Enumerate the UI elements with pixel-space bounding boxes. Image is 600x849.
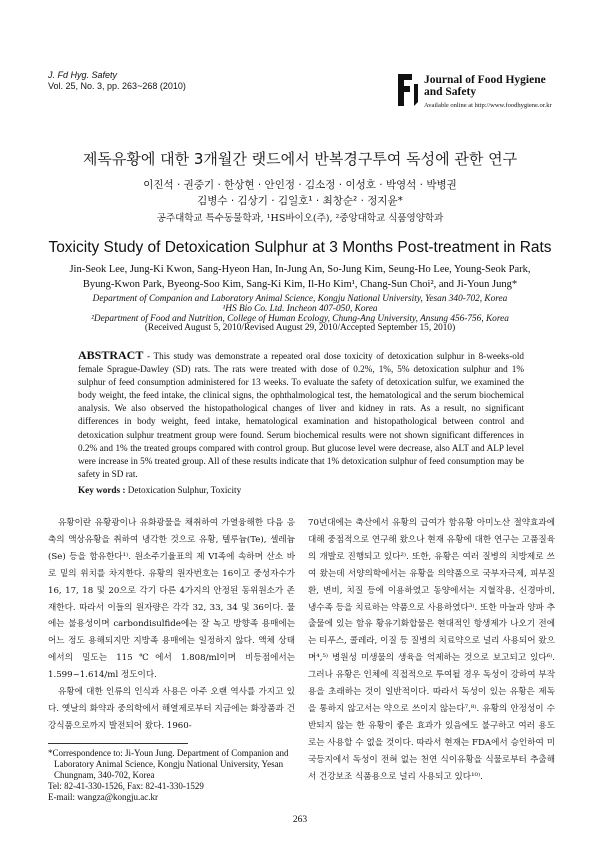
journal-citation — [48, 70, 186, 92]
keywords-label: Key words : — [78, 485, 126, 495]
english-affiliation-1: Department of Companion and Laboratory Animal Science, Kongju National University, Yesan 340-702, Korea — [92, 294, 508, 304]
english-affiliation-2: ¹HS Bio Co. Ltd. Incheon 407-050, Korea — [222, 304, 378, 314]
korean-authors-line2: 김병수 · 김상기 · 김일호¹ · 최창순² · 정지윤* — [197, 195, 403, 207]
keywords — [78, 485, 241, 495]
footnote-line: *Correspondence to: Ji-Youn Jung. Department of Companion and — [48, 748, 289, 758]
english-authors-line2: Byung-Kwon Park, Byeong-Soo Kim, Sang-Ki Kim, Il-Ho Kim¹, Chang-Sun Choi², and Ji-Youn Jung* — [82, 279, 518, 290]
english-affiliation-3: ²Department of Food and Nutrition, College of Human Ecology, Chung-Ang University, Ansung 456-756, Korea — [91, 314, 509, 324]
journal-logo-icon — [396, 72, 420, 108]
abstract-body: - This study was demonstrate a repeated oral dose toxicity of detoxication sulphur in 8-weeks-old female Sprague-Dawley (SD) rats. The rats were treated with dose of 0.2%, 1%, 5% detoxication sulphur and 1% sulphur of feed consumption administered for 13 weeks. To evaluate the safety of detoxication sulfur, we examined the body weight, the feed intake, the clinical signs, the ophthalmological test, the hematological and the serum biochemical analysis. We also observed the histopathological changes of liver and kidney in rats. As a result, no significant differences in body weight, feed intake, hematological examination and histopathological between control and detoxication sulphur treatment group were found. Serum biochemical results were not shown significant differences in 0.2% and 1% the treated groups compared with control group. But glucose level were decrease, also ALT and ALP level were increase in 5% treated group. All of these results indicate that 1% detoxication sulphur of feed consumption may be safety in SD rat. — [78, 351, 524, 479]
abstract — [78, 349, 524, 481]
body-paragraph: 유황이란 유황광이나 유화광물을 채취하여 가열융해한 다음 응축의 액상유황을 취하여 냉각한 것으로 유황, 텔루늄(Te), 셀레늄(Se) 등을 함유한다¹⁾. 원소주기율표의 제 VI족에 속하며 산소 바로 밑의 위치를 차지한다. 유황의 원자번호는 16이고 중성자수가 16, 17, 18 및 20으로 각기 다른 4가지의 안정된 동위원소가 존재한다. 따라서 이들의 원자량은 각각 32, 33, 34 및 36이다. 물에는 불용성이며 carbondisulfide에는 잘 녹고 방향족 용매에는 어느 정도 용해되지만 지방족 용매에는 일정하지 않다. 액체 상태에서의 밀도는 115℃에서 1.808/ml이며 비등점에서는 1.599~1.614/ml 정도이다. — [48, 518, 295, 681]
korean-title: 제독유황에 대한 3개월간 랫드에서 반복경구투여 독성에 관한 연구 — [82, 150, 518, 168]
footnote-line: Laboratory Animal Science, Kongju National University, Yesan — [54, 759, 284, 769]
english-title: Toxicity Study of Detoxication Sulphur at 3 Months Post-treatment in Rats — [48, 239, 552, 256]
abstract-heading: ABSTRACT — [78, 348, 144, 362]
keywords-text: Detoxication Sulphur, Toxicity — [125, 485, 242, 495]
english-authors-line1: Jin-Seok Lee, Jung-Ki Kwon, Sang-Hyeon Han, In-Jung An, So-Jung Kim, Seung-Ho Lee, Young-Seok Park, — [69, 264, 531, 275]
body-column-left — [48, 515, 295, 735]
footnote-email: E-mail: wangza@kongju.ac.kr — [48, 792, 158, 802]
journal-name-line2: and Safety — [424, 86, 477, 98]
body-paragraph: 유황에 대한 인류의 인식과 사용은 아주 오랜 역사를 가지고 있다. 옛날의 화약과 중의학에서 해열제로부터 지금에는 화장품과 건강식품으로까지 발전되어 왔다. 1960- — [48, 687, 295, 731]
footnote-line: Chungnam, 340-702, Korea — [54, 770, 155, 780]
body-paragraph: 70년대에는 축산에서 유황의 급여가 함유황 아미노산 절약효과에 대해 중점적으로 연구해 왔으나 현재 유황에 대한 연구는 고품질육의 개발로 진행되고 있다²⁾. 또한, 유황은 여러 질병의 치방제로 쓰여 왔는데 서양의학에서는 유황을 의약품으로 국부자극제, 피부질환, 변비, 치질 등에 이용하였고 동양에서는 지혈작용, 신경마비, 냉수족 등을 치료하는 약품으로 사용하였다³⁾. 또한 마늘과 양파 추출물에 있는 함유 황유기화합물은 현대적인 항생제가 나오기 전에는 티푸스, 콜레라, 이질 등 질병의 치료약으로 널리 사용되어 왔으며⁴,⁵⁾ 병원성 미생물의 생육을 억제하는 것으로 보고되고 있다⁶⁾. 그러나 유황은 인체에 직접적으로 투여될 경우 독성이 강하여 부작용을 초래하는 것이 일반적이다. 따라서 독성이 있는 유황은 제독을 통하지 않고서는 약으로 쓰이지 않는다⁷,⁸⁾. 유황의 안정성이 수반되지 않는 한 유황이 좋은 효과가 있음에도 불구하고 여러 용도로는 사용할 수 없을 것이다. 따라서 현재는 FDA에서 승인하여 미국등지에서 독성이 전혀 없는 천연 식이유황을 식물로부터 추출해서 건강보조 식품용으로 널리 사용되고 있다¹⁰⁾. — [308, 518, 555, 782]
volume-pages: Vol. 25, No. 3, pp. 263~268 (2010) — [48, 81, 186, 91]
page-number: 263 — [292, 815, 308, 825]
journal-name-line1: Journal of Food Hygiene — [424, 74, 546, 86]
korean-affiliation: 공주대학교 특수동물학과, ¹HS바이오(주), ²중앙대학교 식품영양학과 — [156, 213, 444, 224]
received-dates: (Received August 5, 2010/Revised August 29, 2010/Accepted September 15, 2010) — [144, 323, 456, 333]
korean-authors-line1: 이진석 · 권중기 · 한상현 · 안인정 · 김소정 · 이성호 · 박영석 · 박병권 — [143, 179, 457, 191]
journal-abbrev: J. Fd Hyg. Safety — [48, 70, 118, 80]
footnote-line: Tel: 82-41-330-1526, Fax: 82-41-330-1529 — [48, 781, 204, 791]
footnote-divider — [48, 743, 188, 744]
body-column-right — [308, 515, 555, 786]
journal-online-url: Available online at http://www.foodhygiene.or.kr — [424, 102, 552, 109]
correspondence-footnote — [48, 748, 298, 803]
journal-name — [424, 74, 546, 98]
